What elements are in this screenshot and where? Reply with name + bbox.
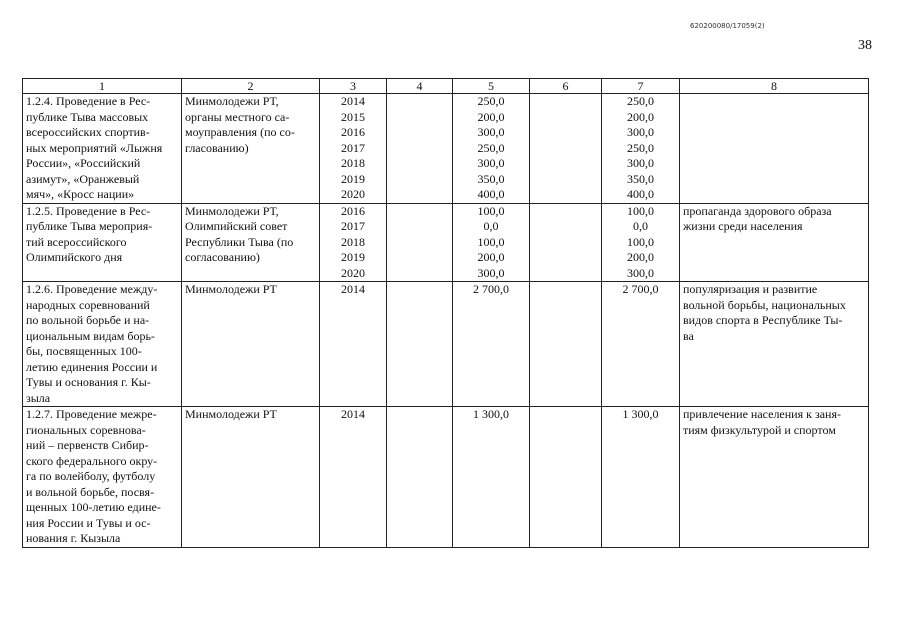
header-col-7: 7 [602,79,680,94]
executor-cell [182,282,320,407]
amount-total-value: 1 300,0 [473,407,509,421]
measure-name-line: народных соревнований [26,297,150,312]
amount-total-value: 200,0 [477,109,505,124]
executor-line: согласованию) [185,250,260,264]
measure-name-line: нования г. Кызыла [26,531,121,545]
measure-name-line: га по волейболу, футболу [26,469,156,483]
page-number: 38 [858,38,872,53]
expected-result-cell [680,203,869,282]
expected-result-line: привлечение населения к заня- [683,407,841,421]
measure-name-line: азимут», «Оранжевый [26,171,140,186]
amount-budget-cell [602,407,680,548]
header-col-1: 1 [23,79,182,94]
measure-name-cell [23,407,182,548]
expected-result-line: популяризация и развитие [683,282,818,296]
amount-total-cell [453,282,530,407]
col4-cell [387,407,453,548]
amount-total-value: 100,0 [477,234,505,249]
amount-total-value: 250,0 [477,94,505,108]
year-value: 2014 [341,282,365,296]
year-value: 2019 [341,250,365,264]
year-cell [320,203,387,282]
measure-name-line: ния России и Тувы и ос- [26,515,151,530]
amount-budget-cell [602,94,680,204]
measure-name-cell [23,94,182,204]
amount-budget-value: 350,0 [627,171,654,186]
program-table [22,78,869,548]
amount-total-value: 250,0 [477,140,505,155]
year-value: 2016 [341,203,365,218]
executor-cell [182,94,320,204]
measure-name-line: всероссийских спортив- [26,125,150,139]
amount-budget-value: 300,0 [627,156,654,170]
executor-line: моуправления (по со- [185,125,295,139]
col6-cell [530,282,602,407]
expected-result-cell [680,94,869,204]
measure-name-line: по вольной борьбе и на- [26,313,150,327]
year-value: 2018 [341,234,365,249]
amount-budget-value: 300,0 [627,125,654,139]
amount-total-cell [453,203,530,282]
measure-name-line: 1.2.6. Проведение между- [26,282,158,296]
amount-budget-value: 400,0 [627,187,654,201]
measure-name-line: ний – первенств Сибир- [26,438,149,452]
amount-budget-cell [602,203,680,282]
amount-budget-value: 100,0 [627,234,654,249]
executor-line: Олимпийский совет [185,219,288,233]
amount-budget-value: 1 300,0 [622,407,659,421]
executor-line: Минмолодежи РТ, [185,94,279,108]
year-value: 2019 [341,171,365,186]
executor-line: Минмолодежи РТ, [185,203,279,218]
measure-name-line: гиональных соревнова- [26,422,146,437]
measure-name-line: щенных 100-летию едине- [26,500,161,514]
col6-cell [530,407,602,548]
measure-name-line: публике Тыва массовых [26,109,149,124]
header-col-8: 8 [680,79,869,94]
measure-name-line: 1.2.7. Проведение межре- [26,407,157,421]
expected-result-cell [680,282,869,407]
expected-result-line: видов спорта в Республике Ты- [683,313,843,327]
measure-name-line: циональным видам борь- [26,328,155,343]
amount-total-value: 300,0 [477,265,505,280]
year-cell [320,94,387,204]
amount-budget-value: 250,0 [627,94,654,108]
year-value: 2020 [341,265,365,280]
amount-total-value: 400,0 [477,187,505,201]
amount-total-value: 2 700,0 [473,282,509,296]
measure-name-line: Олимпийского дня [26,250,123,264]
measure-name-line: и вольной борьбе, посвя- [26,484,155,499]
amount-total-value: 350,0 [477,171,505,186]
amount-budget-value: 0,0 [633,219,648,233]
measure-name-line: летию единения России и [26,359,158,374]
measure-name-line: 1.2.5. Проведение в Рес- [26,203,151,218]
year-value: 2018 [341,156,365,170]
table-row [23,94,869,204]
col4-cell [387,94,453,204]
year-value: 2017 [341,219,365,233]
amount-total-value: 300,0 [477,156,505,170]
executor-line: органы местного са- [185,109,290,124]
year-value: 2014 [341,94,365,108]
measure-name-line: тий всероссийского [26,234,127,249]
year-value: 2014 [341,407,365,421]
col4-cell [387,203,453,282]
header-col-6: 6 [530,79,602,94]
header-col-4: 4 [387,79,453,94]
header-row [23,79,869,94]
amount-total-value: 300,0 [477,125,505,139]
document-code: 620200080/17059(2) [690,22,765,30]
amount-budget-value: 100,0 [627,203,654,218]
table-row [23,282,869,407]
year-value: 2016 [341,125,365,139]
year-cell [320,282,387,407]
col4-cell [387,282,453,407]
executor-line: Минмолодежи РТ [185,407,277,421]
col6-cell [530,203,602,282]
measure-name-line: 1.2.4. Проведение в Рес- [26,94,151,108]
measure-name-line: Тувы и основания г. Кы- [26,375,151,389]
col6-cell [530,94,602,204]
measure-name-cell [23,282,182,407]
amount-budget-value: 200,0 [627,250,654,264]
measure-name-line: России», «Российский [26,156,141,170]
amount-budget-value: 300,0 [627,265,654,280]
header-col-5: 5 [453,79,530,94]
measure-name-line: публике Тыва мероприя- [26,219,153,233]
header-col-2: 2 [182,79,320,94]
expected-result-line: жизни среди населения [683,219,803,233]
executor-line: Минмолодежи РТ [185,282,277,296]
amount-budget-value: 250,0 [627,140,654,155]
table-row [23,407,869,548]
year-cell [320,407,387,548]
amount-total-value: 200,0 [477,250,505,264]
amount-budget-cell [602,282,680,407]
table-row [23,203,869,282]
executor-line: Республики Тыва (по [185,234,294,249]
amount-total-value: 0,0 [483,219,499,233]
amount-budget-value: 2 700,0 [622,282,659,296]
measure-name-line: мяч», «Кросс нации» [26,187,135,201]
measure-name-line: зыла [26,390,51,405]
expected-result-line: вольной борьбы, национальных [683,297,846,312]
year-value: 2017 [341,140,365,155]
year-value: 2020 [341,187,365,201]
amount-budget-value: 200,0 [627,109,654,124]
expected-result-line: пропаганда здорового образа [683,203,832,218]
executor-line: гласованию) [185,140,249,155]
amount-total-cell [453,407,530,548]
measure-name-line: ных мероприятий «Лыжня [26,140,163,155]
measure-name-cell [23,203,182,282]
expected-result-line: тиям физкультурой и спортом [683,422,836,437]
expected-result-cell [680,407,869,548]
amount-total-value: 100,0 [477,203,505,218]
year-value: 2015 [341,109,365,124]
measure-name-line: бы, посвященных 100- [26,344,142,358]
executor-cell [182,203,320,282]
executor-cell [182,407,320,548]
amount-total-cell [453,94,530,204]
expected-result-line: ва [683,328,694,343]
header-col-3: 3 [320,79,387,94]
measure-name-line: ского федерального окру- [26,453,158,468]
